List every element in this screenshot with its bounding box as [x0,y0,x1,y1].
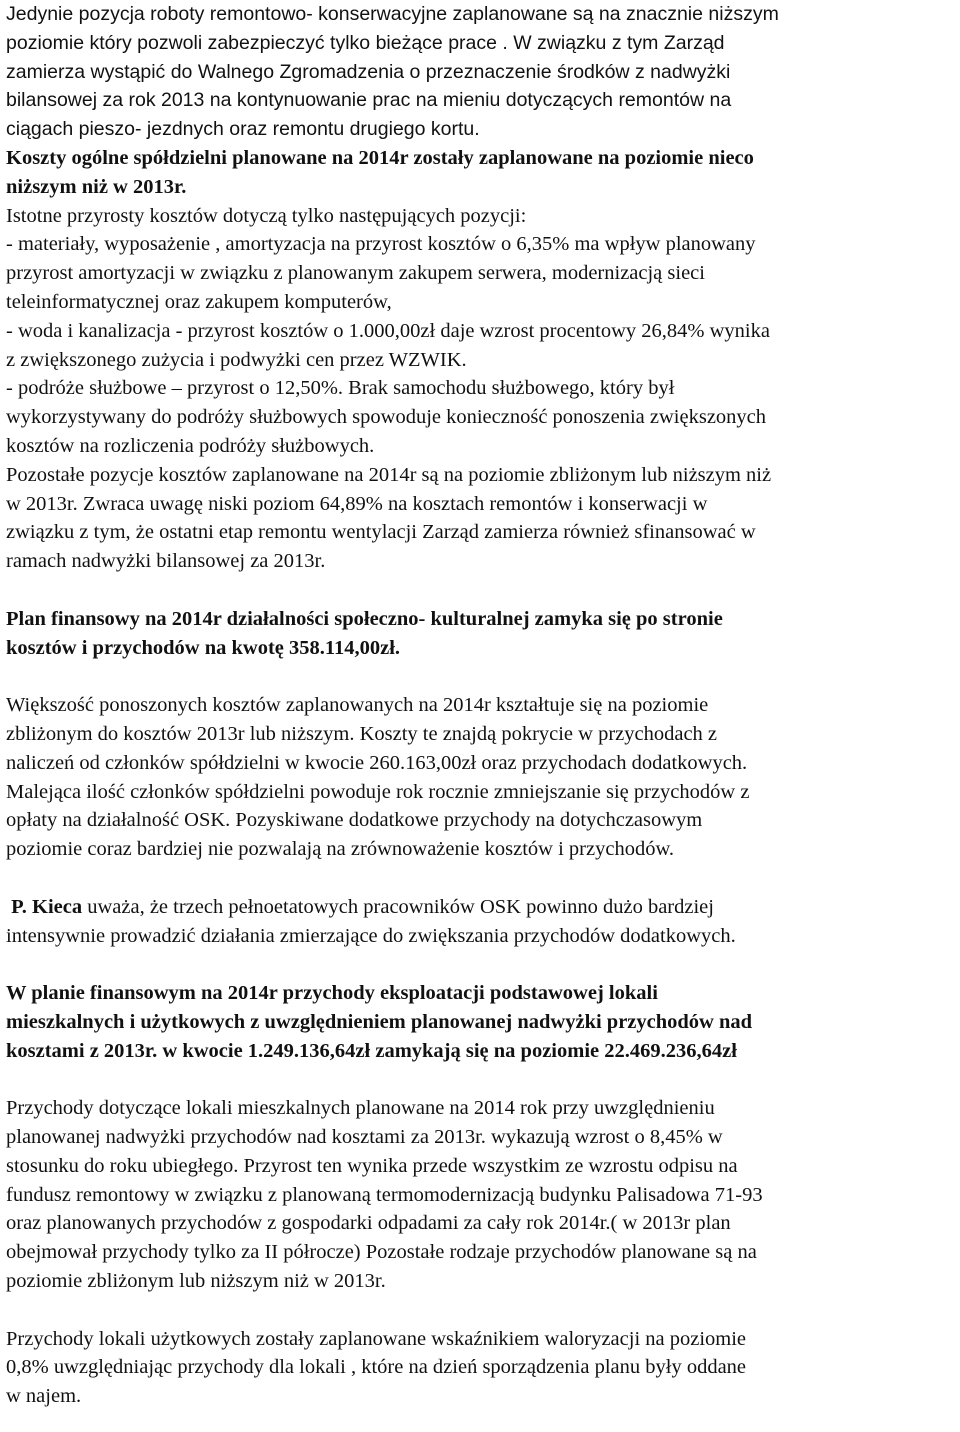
text-line: fundusz remontowy w związku z planowaną termomodernizacją budynku Palisadowa 71-93 [6,1183,763,1206]
text-line: Plan finansowy na 2014r działalności społeczno- kulturalnej zamyka się po stronie [6,607,723,630]
text-line: - woda i kanalizacja - przyrost kosztów o 1.000,00zł daje wzrost procentowy 26,84% wynika [6,319,770,342]
text-line: oraz planowanych przychodów z gospodarki odpadami za cały rok 2014r.( w 2013r plan [6,1212,731,1235]
text-line: W planie finansowym na 2014r przychody eksploatacji podstawowej lokali [6,982,658,1005]
text-line: - podróże służbowe – przyrost o 12,50%. Brak samochodu służbowego, który był [6,377,675,400]
text-line: planowanej nadwyżki przychodów nad kosztami za 2013r. wykazują wzrost o 8,45% w [6,1126,723,1149]
text-line: Przychody lokali użytkowych zostały zaplanowane wskaźnikiem waloryzacji na poziomie [6,1327,747,1350]
text-line: wykorzystywany do podróży służbowych spowoduje konieczność ponoszenia zwiększonych [6,406,767,429]
paragraph-general-costs-heading [6,144,946,202]
text-line: opłaty na działalność OSK. Pozyskiwane dodatkowe przychody na dotychczasowym [6,809,703,832]
text-line: obejmował przychody tylko za II półrocze) Pozostałe rodzaje przychodów planowane są na [6,1241,757,1264]
text-fragment: uważa, że trzech pełnoetatowych pracowników OSK powinno dużo bardziej [82,895,714,918]
text-line: niższym niż w 2013r. [6,175,187,198]
paragraph-spacer [6,950,946,979]
paragraph-cultural-costs [6,691,946,864]
text-line: ciągach pieszo- jezdnych oraz remontu drugiego kortu. [6,118,480,141]
paragraph-cultural-plan-heading [6,605,946,663]
text-line: teleinformatycznej oraz zakupem komputerów, [6,290,392,313]
text-line: Koszty ogólne spółdzielni planowane na 2014r zostały zaplanowane na poziomie nieco [6,146,754,169]
text-line: kosztów i przychodów na kwotę 358.114,00zł. [6,636,401,659]
text-line: poziomie zbliżonym lub niższym niż w 2013r. [6,1270,386,1293]
text-line: Pozostałe pozycje kosztów zaplanowane na 2014r są na poziomie zbliżonym lub niższym niż [6,463,772,486]
text-line: związku z tym, że ostatni etap remontu wentylacji Zarząd zamierza również sfinansować w [6,521,756,544]
text-line: w najem. [6,1385,82,1408]
paragraph-spacer [6,864,946,893]
text-line: w 2013r. Zwraca uwagę niski poziom 64,89% na kosztach remontów i konserwacji w [6,492,708,515]
paragraph-residential-revenue [6,1094,946,1296]
text-line: naliczeń od członków spółdzielni w kwocie 260.163,00zł oraz przychodach dodatkowych. [6,751,748,774]
text-line: poziomie coraz bardziej nie pozwalają na zrównoważenie kosztów i przychodów. [6,838,675,861]
text-line: 0,8% uwzględniając przychody dla lokali , które na dzień sporządzenia planu były oddane [6,1356,747,1379]
text-line: bilansowej za rok 2013 na kontynuowanie prac na mieniu dotyczących remontów na [6,89,732,112]
paragraph-kieca-opinion [6,893,946,951]
text-line: mieszkalnych i użytkowych z uwzględnieniem planowanej nadwyżki przychodów nad [6,1010,753,1033]
paragraph-commercial-revenue [6,1325,946,1411]
text-line: kosztów na rozliczenia podróży służbowych. [6,434,375,457]
speaker-name: P. Kieca [11,895,83,918]
paragraph-spacer [6,662,946,691]
text-line: Istotne przyrosty kosztów dotyczą tylko następujących pozycji: [6,204,527,227]
paragraph-spacer [6,1065,946,1094]
text-line: zbliżonym do kosztów 2013r lub niższym. Koszty te znajdą pokrycie w przychodach z [6,722,718,745]
paragraph-renovation-works [6,0,946,144]
text-line: Jedynie pozycja roboty remontowo- konserwacyjne zaplanowane są na znacznie niższym [6,3,779,25]
paragraph-spacer [6,576,946,605]
text-line: ramach nadwyżki bilansowej za 2013r. [6,550,326,573]
text-line: - materiały, wyposażenie , amortyzacja na przyrost kosztów o 6,35% ma wpływ planowany [6,233,756,256]
text-line: zamierza wystąpić do Walnego Zgromadzenia o przeznaczenie środków z nadwyżki [6,60,731,83]
paragraph-operating-revenue-heading [6,979,946,1065]
paragraph-cost-increases [6,202,946,576]
text-line: z zwiększonego zużycia i podwyżki cen przez WZWIK. [6,348,467,371]
text-line [6,893,946,922]
text-line: kosztami z 2013r. w kwocie 1.249.136,64zł zamykają się na poziomie 22.469.236,64zł [6,1039,737,1062]
text-line: Przychody dotyczące lokali mieszkalnych planowane na 2014 rok przy uwzględnieniu [6,1097,715,1120]
text-line: Malejąca ilość członków spółdzielni powoduje rok rocznie zmniejszanie się przychodów z [6,780,750,803]
text-line: Większość ponoszonych kosztów zaplanowanych na 2014r kształtuje się na poziomie [6,694,709,717]
text-line: poziomie który pozwoli zabezpieczyć tylko bieżące prace . W związku z tym Zarząd [6,31,725,54]
text-line: intensywnie prowadzić działania zmierzające do zwiększania przychodów dodatkowych. [6,924,736,947]
text-line: przyrost amortyzacji w związku z planowanym zakupem serwera, modernizacją sieci [6,262,705,285]
text-line: stosunku do roku ubiegłego. Przyrost ten wynika przede wszystkim ze wzrostu odpisu na [6,1154,738,1177]
paragraph-spacer [6,1296,946,1325]
